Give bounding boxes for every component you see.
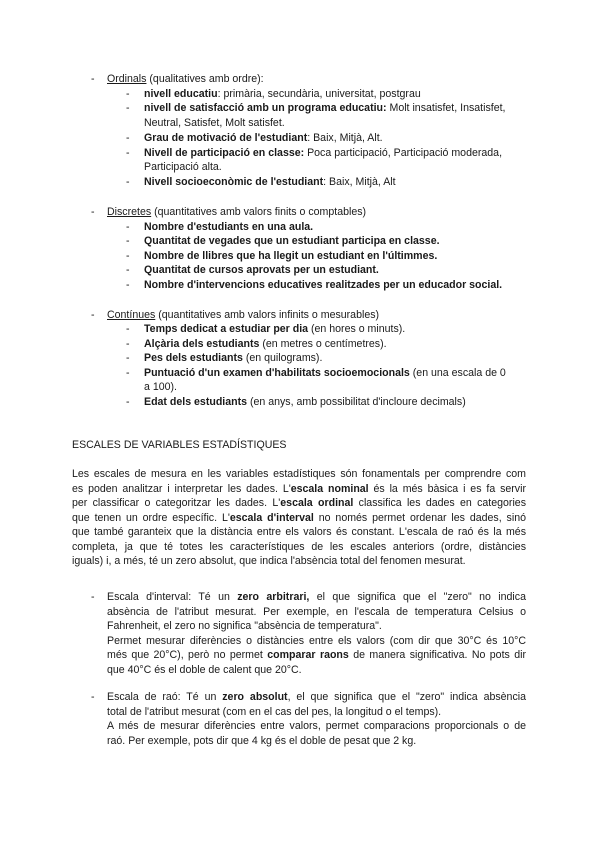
intro-line: Les escales de mesura en les variables estadístiques són fonamentals per comprendre com: [72, 468, 526, 480]
continues-item-5: Edat dels estudiants (en anys, amb possibilitat d'incloure decimals): [144, 396, 466, 408]
continues-item-4-cont: a 100).: [144, 381, 177, 393]
continues-description: (quantitatives amb valors infinits o mesurables): [155, 309, 380, 321]
interval-line: Permet mesurar diferències o distàncies entre els valors (com dir que 30°C és 10°C: [107, 635, 526, 647]
interval-line: Escala d'interval: Té un zero arbitrari, el que significa que el "zero" no indica: [107, 591, 526, 603]
interval-line: Fahrenheit, el zero no significa "absència de temperatura".: [107, 620, 382, 632]
ordinals-item-4-cont: Participació alta.: [144, 161, 222, 173]
ordinals-item-2-cont: Neutral, Satisfet, Molt satisfet.: [144, 117, 285, 129]
discretes-item-1: Nombre d'estudiants en una aula.: [144, 221, 314, 233]
sub-bullet-dash: -: [126, 323, 130, 335]
rao-line: Escala de raó: Té un zero absolut, el que significa que el "zero" indica absència: [107, 691, 526, 703]
discretes-description: (quantitatives amb valors finits o comptables): [151, 206, 367, 218]
sub-bullet-dash: -: [126, 235, 130, 247]
bullet-dash: -: [91, 206, 95, 218]
bullet-dash: -: [91, 691, 95, 703]
discretes-item-4: Quantitat de cursos aprovats per un estudiant.: [144, 264, 379, 276]
ordinals-heading: [107, 72, 264, 86]
intro-line: per classificar o categoritzar les dades. L'escala ordinal classifica les dades en categories: [72, 497, 526, 509]
sub-bullet-dash: -: [126, 367, 130, 379]
continues-item-2: Alçària dels estudiants (en metres o centímetres).: [144, 338, 387, 350]
interval-line: més que 20°C), però no permet comparar raons de manera significativa. No pots dir: [107, 649, 526, 661]
rao-line: total de l'atribut mesurat (com en el cas del pes, la longitud o el temps).: [107, 706, 442, 718]
sub-bullet-dash: -: [126, 147, 130, 159]
sub-bullet-dash: -: [126, 102, 130, 114]
discretes-item-5: Nombre d'intervencions educatives realitzades per un educador social.: [144, 279, 503, 291]
rao-line: A més de mesurar diferències entre valors, permet comparacions proporcionals o de: [107, 720, 526, 732]
sub-bullet-dash: -: [126, 338, 130, 350]
ordinals-term: Ordinals: [107, 73, 147, 85]
interval-line: absència de l'atribut mesurat. Per exemple, en l'escala de temperatura Celsius o: [107, 606, 526, 618]
ordinals-item-5: Nivell socioeconòmic de l'estudiant: Baix, Mitjà, Alt: [144, 176, 396, 188]
continues-term: Contínues: [107, 309, 156, 321]
bullet-dash: -: [91, 73, 95, 85]
discretes-item-3: Nombre de llibres que ha llegit un estudiant en l'últimmes.: [144, 250, 438, 262]
ordinals-description: (qualitatives amb ordre):: [146, 73, 264, 85]
ordinals-item-2: nivell de satisfacció amb un programa educatiu: Molt insatisfet, Insatisfet,: [144, 102, 506, 114]
sub-bullet-dash: -: [126, 176, 130, 188]
intro-line: es poden analitzar i interpretar les dades. L'escala nominal és la més bàsica i es fa servir: [72, 483, 526, 495]
ordinals-item-4: Nivell de participació en classe: Poca participació, Participació moderada,: [144, 147, 503, 159]
sub-bullet-dash: -: [126, 264, 130, 276]
discretes-heading: [107, 205, 366, 219]
ordinals-item-1: nivell educatiu: primària, secundària, universitat, postgrau: [144, 88, 421, 100]
continues-item-3: Pes dels estudiants (en quilograms).: [144, 352, 323, 364]
discretes-item-2: Quantitat de vegades que un estudiant participa en classe.: [144, 235, 440, 247]
ordinals-item-3: Grau de motivació de l'estudiant: Baix, Mitjà, Alt.: [144, 132, 383, 144]
sub-bullet-dash: -: [126, 352, 130, 364]
intro-line: iguals) i, a més, té un zero absolut, que indica l'absència total del fenomen mesurat.: [72, 555, 466, 567]
sub-bullet-dash: -: [126, 250, 130, 262]
sub-bullet-dash: -: [126, 396, 130, 408]
interval-line: que 40°C és el doble de calent que 20°C.: [107, 664, 302, 676]
sub-bullet-dash: -: [126, 88, 130, 100]
bullet-dash: -: [91, 309, 95, 321]
sub-bullet-dash: -: [126, 221, 130, 233]
intro-line: que també garanteix que la distància entre els valors és constant. L'escala de raó és la més: [72, 526, 526, 538]
sub-bullet-dash: -: [126, 132, 130, 144]
rao-line: raó. Per exemple, pots dir que 4 kg és el doble de pesat que 2 kg.: [107, 735, 417, 747]
continues-heading: [107, 308, 379, 322]
section-heading: ESCALES DE VARIABLES ESTADÍSTIQUES: [72, 439, 287, 451]
continues-item-1: Temps dedicat a estudiar per dia (en hores o minuts).: [144, 323, 406, 335]
bullet-dash: -: [91, 591, 95, 603]
discretes-term: Discretes: [107, 206, 152, 218]
continues-item-4: Puntuació d'un examen d'habilitats socioemocionals (en una escala de 0: [144, 367, 506, 379]
sub-bullet-dash: -: [126, 279, 130, 291]
intro-line: completa, ja que té totes les característiques de les escales anteriors (ordre, distàncies: [72, 541, 526, 553]
intro-line: que tenen un ordre específic. L'escala d'interval no només permet ordenar les dades, sinó: [72, 512, 526, 524]
